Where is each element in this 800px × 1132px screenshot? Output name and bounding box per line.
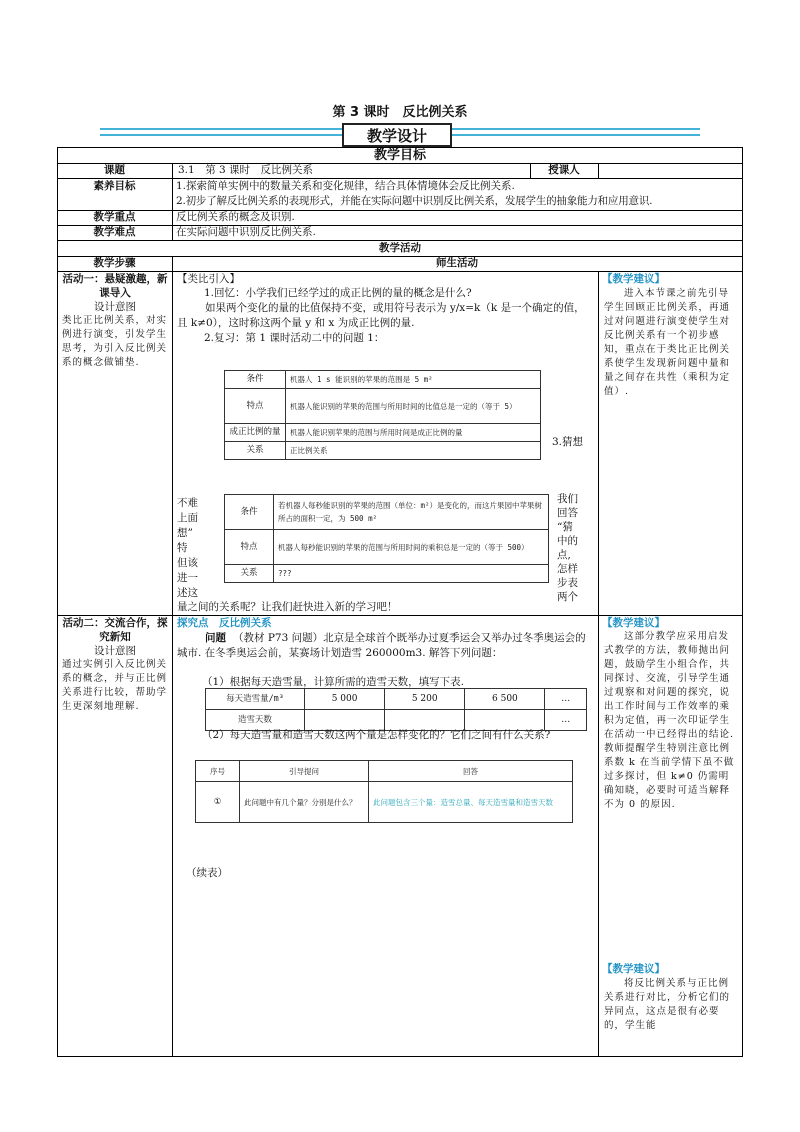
guess-cell: 关系 — [225, 565, 274, 583]
guess-cell: 条件 — [225, 495, 274, 530]
review-cell: 机器人能识别苹果的范围与所用时间是成正比例的量 — [286, 424, 541, 442]
guide-cell: ① — [196, 782, 240, 823]
topic-label: 课题 — [104, 164, 125, 176]
activity1-q1-detail: 如果两个变化的量的比值保持不变，或用符号表示为 y/x=k（k 是一个确定的值，且 k≠0），这时称这两个量 y 和 x 为成正比例的量. — [177, 302, 585, 329]
section-goals-header: 教学目标 — [373, 148, 426, 163]
guide-header: 引导提问 — [240, 761, 369, 782]
activity1-intent-label: 设计意图 — [94, 301, 136, 313]
activity1-intent: 类比正比例关系，对实例进行演变，引发学生思考，为引入反比例关系的概念做铺垫. — [62, 315, 168, 368]
teacher-label: 授课人 — [548, 164, 580, 176]
review-cell: 成正比例的量 — [225, 424, 286, 442]
grid-v-label — [172, 163, 173, 240]
review-table — [224, 370, 541, 460]
goal-1: 1.探索简单实例中的数量关系和变化规律，结合具体情境体会反比例关系. — [176, 180, 515, 192]
left-fragment-7: 述这 — [177, 587, 198, 599]
snow-row — [206, 689, 587, 710]
snow-cell: 6 500 — [465, 689, 545, 710]
right-fragment-1: 我们 — [557, 493, 578, 505]
guess-row — [225, 495, 549, 530]
sub-question-2: （2）每天造雪量和造雪天数这两个量是怎样变化的？它们之间有什么关系? — [202, 729, 551, 741]
guess-cell: ??? — [274, 565, 549, 583]
col-activity: 师生活动 — [436, 257, 478, 269]
left-fragment-5: 但该 — [177, 557, 198, 569]
review-cell: 机器人 1 s 能识别的苹果的范围是 5 m² — [286, 371, 541, 389]
grid-bottom — [57, 1056, 743, 1057]
banner-teaching-design: 教学设计 — [342, 123, 452, 147]
left-fragment-4: 特 — [177, 542, 188, 554]
guide-cell: 此问题包含三个量：造雪总量、每天造雪量和造雪天数 — [369, 782, 573, 823]
activity1-title: 活动一：悬疑激趣，新课导入 — [62, 273, 168, 299]
grid-v-advice — [598, 271, 599, 1057]
guide-cell: 此问题中有几个量？分别是什么？ — [240, 782, 369, 823]
review-cell: 条件 — [225, 371, 286, 389]
right-fragment-3: “猜 — [557, 521, 573, 533]
guess-row — [225, 530, 549, 565]
banner-line-right — [452, 128, 700, 130]
guess-cell: 特点 — [225, 530, 274, 565]
guide-header: 序号 — [196, 761, 240, 782]
explore-point: 探究点 反比例关系 — [177, 617, 272, 629]
goal-2: 2.初步了解反比例关系的表现形式，并能在实际问题中识别反比例关系，发展学生的抽象能力和应用意识. — [176, 195, 653, 207]
grid-v-label-2 — [172, 256, 173, 1057]
right-fragment-8: 两个 — [557, 591, 578, 603]
review-cell: 机器人能识别的苹果的范围与所用时间的比值总是一定的（等于 5） — [286, 389, 541, 424]
activity2-advice2-title: 【教学建议】 — [602, 963, 665, 975]
right-fragment-6: 怎样 — [557, 563, 578, 575]
topic-value: 3.1 第 3 课时 反比例关系 — [178, 164, 314, 176]
left-fragment-6: 进一 — [177, 572, 198, 584]
activity2-intent-label: 设计意图 — [94, 645, 136, 657]
difficulty-label: 教学难点 — [93, 226, 136, 238]
snow-cell: … — [545, 689, 587, 710]
activity1-closing: 量之间的关系呢？让我们赶快进入新的学习吧！ — [177, 601, 398, 613]
guide-header: 回答 — [369, 761, 573, 782]
snow-row2-label: 造雪天数 — [206, 710, 305, 731]
banner-line-right-2 — [452, 134, 700, 136]
problem-text: （教材 P73 问题）北京是全球首个既举办过夏季运会又举办过冬季奥运会的城市. 在冬季奥运会前，某赛场计划造雪 260000m3. 解答下列问题： — [177, 632, 586, 659]
right-fragment-2: 回答 — [557, 507, 578, 519]
grid-v-right — [742, 147, 743, 1057]
continued-note: （续表） — [186, 867, 228, 879]
activity1-guess: 3.猜想 — [552, 436, 584, 448]
review-row — [225, 371, 541, 389]
review-cell: 正比例关系 — [286, 442, 541, 460]
left-fragment-1: 不难 — [177, 497, 198, 509]
snow-cell: 5 200 — [385, 689, 465, 710]
difficulty-value: 在实际问题中识别反比例关系. — [176, 226, 316, 238]
key-value: 反比例关系的概念及识别. — [176, 211, 295, 223]
activity2-title: 活动二：交流合作，探究新知 — [62, 617, 168, 643]
snow-table — [205, 688, 587, 731]
activity2-advice: 这部分教学应采用启发式教学的方法，教师抛出问题，鼓励学生小组合作，共同探讨、交流，引导学生通过观察和对问题的探究，说出工作时间与工作效率的乘积为定值，再一次印证学生在活动一中已经得出的结论. 教师提醒学生特别注意比例系数 k 在当前学情下虽不做过多探讨，但 k≠0 仍需明确知晓，必要时可适当解释不为 0 的原因. — [604, 631, 735, 810]
banner-line-left-2 — [100, 134, 342, 136]
guide-row — [196, 782, 573, 823]
activity1-q1: 1.回忆：小学我们已经学过的成正比例的量的概念是什么? — [204, 287, 472, 299]
activity2-advice-title: 【教学建议】 — [602, 617, 665, 629]
snow-row1-label: 每天造雪量/m³ — [206, 689, 305, 710]
guess-cell: 机器人每秒能识别的苹果的范围与所用时间的乘积总是一定的（等于 500） — [274, 530, 549, 565]
sub-question-1: （1）根据每天造雪量，计算所需的造雪天数，填写下表. — [202, 676, 465, 688]
activity2-advice2: 将反比例关系与正比例关系进行对比，分析它们的异同点，这点是很有必要的，学生能 — [604, 978, 731, 1031]
right-fragment-4: 中的 — [557, 535, 578, 547]
activity1-advice-title: 【教学建议】 — [602, 273, 665, 285]
right-fragment-5: 点, — [557, 549, 571, 561]
activity1-advice: 进入本节课之前先引导学生回顾正比例关系，再通过对问题进行演变使学生对反比例关系有一个初步感知，重点在于类比正比例关系使学生发现新问题中量和量之间存在共性（乘积为定值）. — [604, 288, 731, 397]
guide-table — [195, 760, 573, 823]
review-row — [225, 389, 541, 424]
review-cell: 特点 — [225, 389, 286, 424]
problem-label: 问题 — [205, 632, 226, 644]
page-title: 第 3 课时 反比例关系 — [332, 105, 468, 120]
goals-label: 素养目标 — [93, 180, 136, 192]
activities-header: 教学活动 — [379, 242, 421, 254]
guess-table — [224, 494, 549, 583]
grid-v-teacher-b — [598, 163, 599, 178]
activity2-intent: 通过实例引入反比例关系的概念，并与正比例关系进行比较，帮助学生更深刻地理解. — [62, 659, 168, 712]
left-fragment-2: 上面 — [177, 512, 198, 524]
snow-cell: … — [545, 710, 587, 731]
guess-cell: 若机器人每秒能识别的苹果的范围（单位：m²）是变化的，而这片果园中苹果树所占的面积一定，为 500 m² — [274, 495, 549, 530]
left-fragment-3: 想” — [177, 527, 193, 539]
review-cell: 关系 — [225, 442, 286, 460]
col-steps: 教学步骤 — [93, 257, 136, 269]
activity1-q2: 2.复习：第 1 课时活动二中的问题 1： — [204, 332, 385, 344]
activity1-tag: 【类比引入】 — [177, 273, 240, 285]
review-row — [225, 442, 541, 460]
snow-cell: 5 000 — [305, 689, 385, 710]
grid-v-left — [57, 147, 58, 1057]
guess-row — [225, 565, 549, 583]
guide-header-row — [196, 761, 573, 782]
key-label: 教学重点 — [93, 211, 136, 223]
review-row — [225, 424, 541, 442]
banner-line-left — [100, 128, 342, 130]
right-fragment-7: 步表 — [557, 577, 578, 589]
